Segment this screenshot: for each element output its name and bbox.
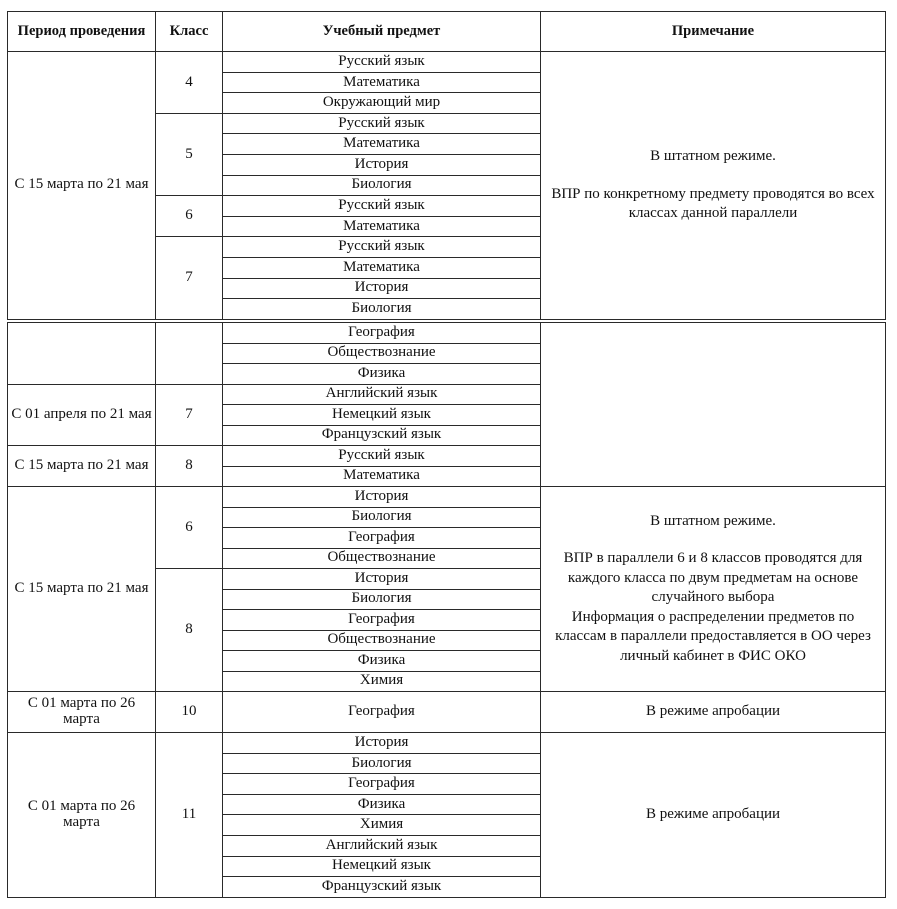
class-cell: 7 xyxy=(156,237,223,319)
subject-cell: Английский язык xyxy=(223,835,541,856)
subject-cell: География xyxy=(223,692,541,733)
header-note: Примечание xyxy=(541,12,886,52)
period-cell: С 15 марта по 21 мая xyxy=(8,487,156,692)
class-cell: 5 xyxy=(156,113,223,195)
table-row xyxy=(8,692,886,733)
header-period: Период проведения xyxy=(8,12,156,52)
subject-cell: Французский язык xyxy=(223,425,541,446)
class-cell: 6 xyxy=(156,196,223,237)
subject-cell: Химия xyxy=(223,815,541,836)
note-line: ВПР по конкретному предмету проводятся во всех классах данной параллели xyxy=(551,185,875,222)
subject-cell: Английский язык xyxy=(223,384,541,405)
subject-cell: Русский язык xyxy=(223,446,541,467)
subject-cell: Физика xyxy=(223,364,541,385)
subject-cell: География xyxy=(223,323,541,344)
class-cell: 8 xyxy=(156,446,223,487)
note-line: Информация о распределении предметов по классам в параллели предоставляется в ОО через личный кабинет в ФИС ОКО xyxy=(555,608,871,664)
subject-cell: Биология xyxy=(223,175,541,196)
class-cell-empty xyxy=(156,323,223,385)
subject-cell: История xyxy=(223,154,541,175)
class-cell: 10 xyxy=(156,692,223,733)
vpr-schedule-table-part-1 xyxy=(7,11,886,320)
table-row xyxy=(8,487,886,508)
table-row xyxy=(8,733,886,754)
period-cell: С 15 марта по 21 мая xyxy=(8,446,156,487)
subject-cell: История xyxy=(223,733,541,754)
table-row xyxy=(8,52,886,73)
note-cell: В режиме апробации xyxy=(541,733,886,898)
subject-cell: Биология xyxy=(223,299,541,320)
subject-cell: Русский язык xyxy=(223,237,541,258)
subject-cell: Химия xyxy=(223,671,541,692)
note-line: ВПР в параллели 6 и 8 классов проводятся для каждого класса по двум предметам на основе случайного выбора xyxy=(563,550,863,606)
subject-cell: Обществознание xyxy=(223,630,541,651)
subject-cell: История xyxy=(223,278,541,299)
class-cell: 11 xyxy=(156,733,223,898)
subject-cell: Обществознание xyxy=(223,343,541,364)
note-line: В штатном режиме. xyxy=(650,512,776,529)
subject-cell: Французский язык xyxy=(223,877,541,898)
subject-cell: Русский язык xyxy=(223,52,541,73)
period-cell: С 01 марта по 26 марта xyxy=(8,733,156,898)
subject-cell: Математика xyxy=(223,216,541,237)
header-subject: Учебный предмет xyxy=(223,12,541,52)
subject-cell: Математика xyxy=(223,466,541,487)
period-cell-empty xyxy=(8,323,156,385)
class-cell: 6 xyxy=(156,487,223,569)
subject-cell: География xyxy=(223,528,541,549)
class-cell: 7 xyxy=(156,384,223,446)
subject-cell: История xyxy=(223,487,541,508)
note-cell-empty xyxy=(541,323,886,487)
note-cell xyxy=(541,52,886,320)
class-cell: 4 xyxy=(156,52,223,114)
subject-cell: Физика xyxy=(223,794,541,815)
subject-cell: Биология xyxy=(223,507,541,528)
class-cell: 8 xyxy=(156,569,223,692)
subject-cell: География xyxy=(223,774,541,795)
vpr-schedule-table-part-2 xyxy=(7,322,886,898)
subject-cell: Физика xyxy=(223,651,541,672)
table-row xyxy=(8,323,886,344)
subject-cell: Немецкий язык xyxy=(223,856,541,877)
subject-cell: Математика xyxy=(223,257,541,278)
period-cell: С 01 апреля по 21 мая xyxy=(8,384,156,446)
header-row xyxy=(8,12,886,52)
subject-cell: Обществознание xyxy=(223,548,541,569)
subject-cell: История xyxy=(223,569,541,590)
subject-cell: Русский язык xyxy=(223,196,541,217)
header-class: Класс xyxy=(156,12,223,52)
period-cell: С 01 марта по 26 марта xyxy=(8,692,156,733)
note-cell xyxy=(541,487,886,692)
note-line: В штатном режиме. xyxy=(650,148,776,165)
subject-cell: Биология xyxy=(223,753,541,774)
subject-cell: Окружающий мир xyxy=(223,93,541,114)
subject-cell: Немецкий язык xyxy=(223,405,541,426)
subject-cell: География xyxy=(223,610,541,631)
subject-cell: Русский язык xyxy=(223,113,541,134)
subject-cell: Биология xyxy=(223,589,541,610)
subject-cell: Математика xyxy=(223,72,541,93)
note-cell: В режиме апробации xyxy=(541,692,886,733)
period-cell: С 15 марта по 21 мая xyxy=(8,52,156,320)
subject-cell: Математика xyxy=(223,134,541,155)
